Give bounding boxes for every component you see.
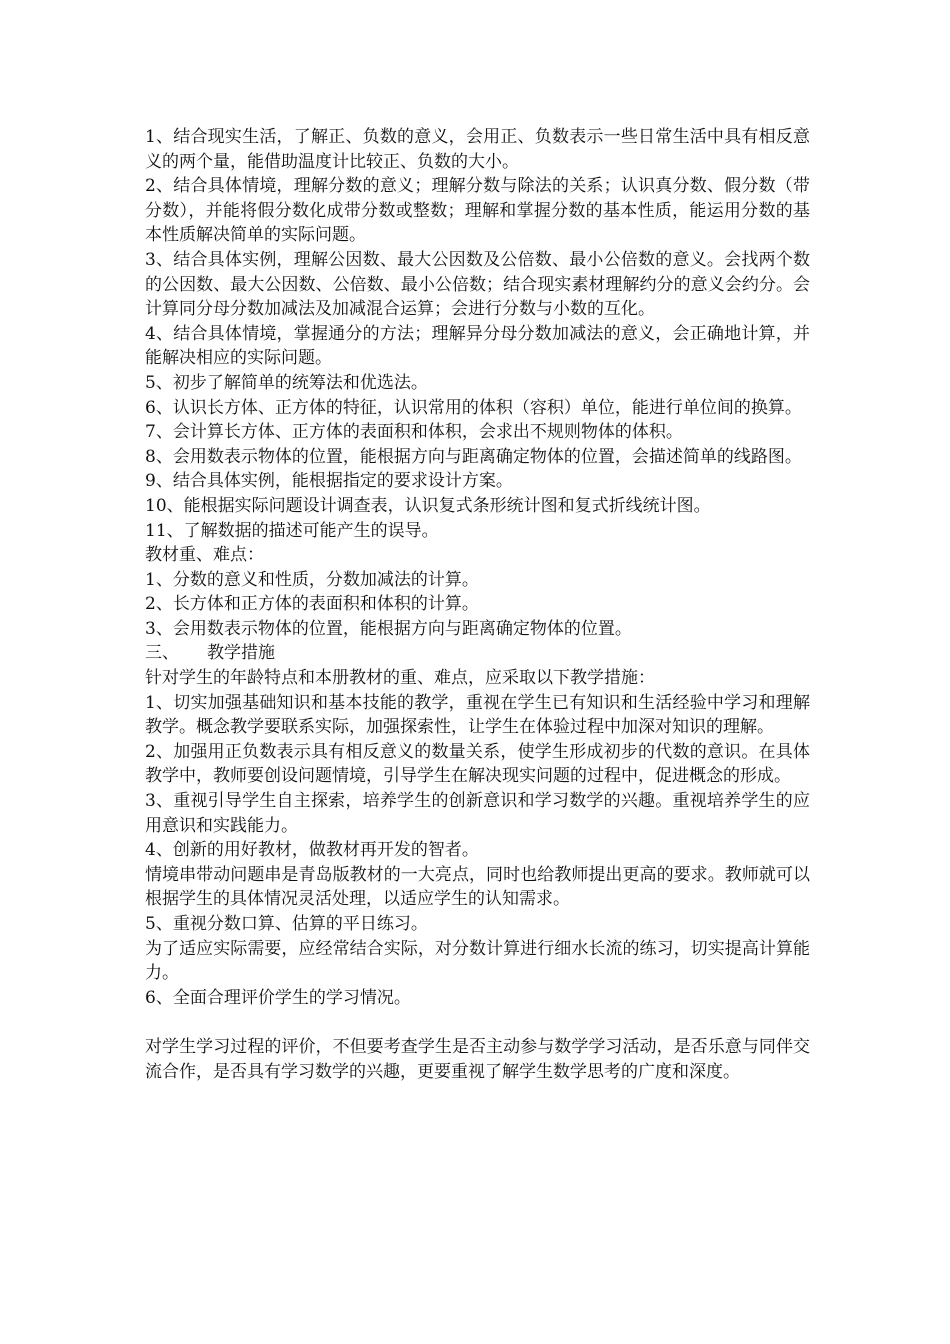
key-points-title: 教材重、难点：: [145, 545, 264, 566]
goal-9: 9、结合具体实例，能根据指定的要求设计方案。: [145, 471, 513, 492]
blank-line: [145, 1010, 810, 1035]
measure-4-detail: 情境串带动问题串是青岛版教材的一大亮点，同时也给教师提出更高的要求。教师就可以根据学生的具体情况灵活处理，以适应学生的认知需求。: [145, 864, 810, 910]
goal-10: 10、能根据实际问题设计调查表，认识复式条形统计图和复式折线统计图。: [145, 495, 711, 516]
goal-3: 3、结合具体实例，理解公因数、最大公因数及公倍数、最小公倍数的意义。会找两个数的公因数、最大公因数、公倍数、最小公倍数；结合现实素材理解约分的意义会约分。会计算同分母分数加减法及加减混合运算；会进行分数与小数的互化。: [145, 249, 810, 320]
measure-3: 3、重视引导学生自主探索，培养学生的创新意识和学习数学的兴趣。重视培养学生的应用意识和实践能力。: [145, 791, 810, 836]
goal-6: 6、认识长方体、正方体的特征，认识常用的体积（容积）单位，能进行单位间的换算。: [145, 397, 802, 418]
goal-8: 8、会用数表示物体的位置，能根据方向与距离确定物体的位置，会描述简单的线路图。: [145, 446, 802, 467]
goal-7: 7、会计算长方体、正方体的表面积和体积，会求出不规则物体的体积。: [145, 422, 683, 443]
document-page: [145, 125, 810, 1084]
goal-5: 5、初步了解简单的统筹法和优选法。: [145, 372, 428, 393]
measure-4: 4、创新的用好教材，做教材再开发的智者。: [145, 840, 479, 861]
measure-5: 5、重视分数口算、估算的平日练习。: [145, 914, 428, 934]
goal-1: 1、结合现实生活，了解正、负数的意义，会用正、负数表示一些日常生活中具有相反意义的两个量，能借助温度计比较正、负数的大小。: [145, 127, 810, 172]
key-point-3: 3、会用数表示物体的位置，能根据方向与距离确定物体的位置。: [145, 618, 632, 639]
measure-5-detail: 为了适应实际需要，应经常结合实际，对分数计算进行细水长流的练习，切实提高计算能力。: [145, 938, 810, 984]
measure-2: 2、加强用正负数表示具有相反意义的数量关系，使学生形成初步的代数的意识。在具体教学中，教师要创设问题情境，引导学生在解决现实问题的过程中，促进概念的形成。: [145, 741, 810, 787]
measure-1: 1、切实加强基础知识和基本技能的教学，重视在学生已有知识和生活经验中学习和理解教学。概念教学要联系实际，加强探索性，让学生在体验过程中加深对知识的理解。: [145, 692, 810, 738]
goal-11: 11、了解数据的描述可能产生的误导。: [145, 520, 439, 541]
goal-2: 2、结合具体情境，理解分数的意义；理解分数与除法的关系；认识真分数、假分数（带分数），并能将假分数化成带分数或整数；理解和掌握分数的基本性质，能运用分数的基本性质解决简单的实际问题。: [145, 176, 810, 246]
section-heading-number: 三、: [145, 643, 179, 664]
section-heading: [145, 641, 810, 666]
evaluation-paragraph: 对学生学习过程的评价，不但要考查学生是否主动参与数学学习活动，是否乐意与同伴交流合作，是否具有学习数学的兴趣，更要重视了解学生数学思考的广度和深度。: [145, 1036, 810, 1082]
goal-4: 4、结合具体情境，掌握通分的方法；理解异分母分数加减法的意义，会正确地计算，并能解决相应的实际问题。: [145, 323, 810, 369]
measure-6: 6、全面合理评价学生的学习情况。: [145, 987, 411, 1008]
key-point-1: 1、分数的意义和性质，分数加减法的计算。: [145, 569, 479, 590]
measures-intro: 针对学生的年龄特点和本册教材的重、难点，应采取以下教学措施：: [145, 668, 655, 689]
section-heading-text: 教学措施: [207, 643, 275, 664]
key-point-2: 2、长方体和正方体的表面积和体积的计算。: [145, 594, 479, 615]
